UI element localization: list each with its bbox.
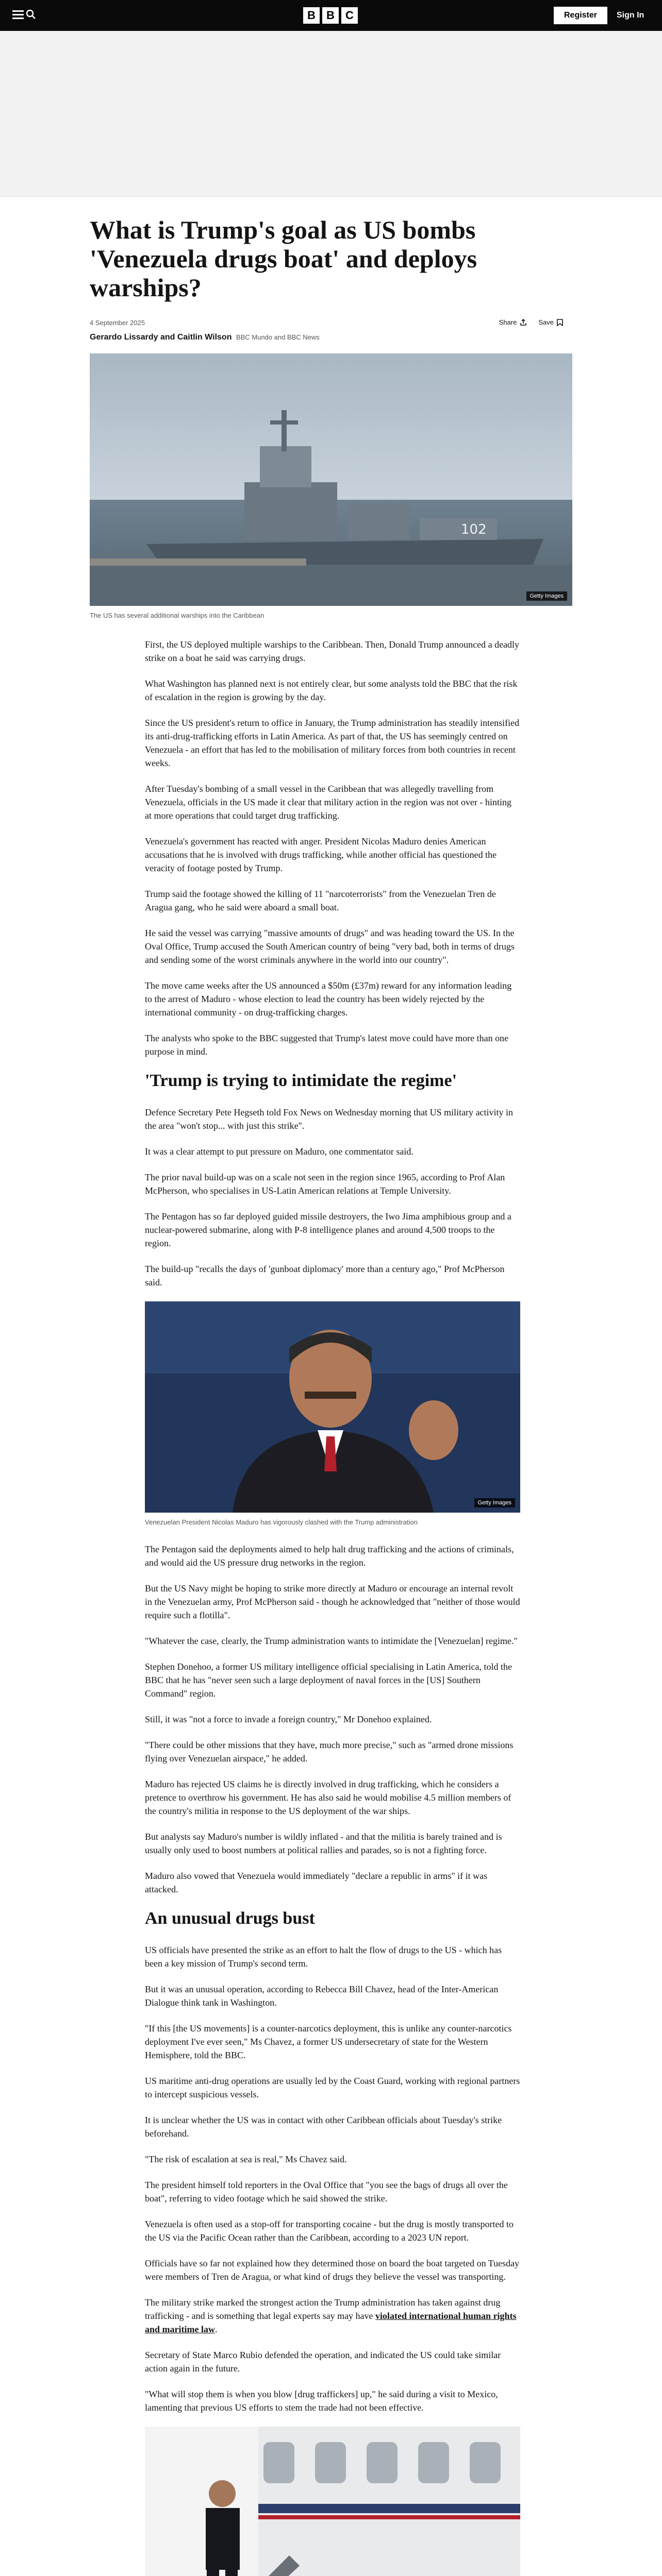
paragraph: "Whatever the case, clearly, the Trump administration wants to intimidate the [Venezuelan] regime." — [145, 1636, 518, 1646]
svg-text:102: 102 — [461, 522, 487, 537]
maduro-figure — [145, 1301, 520, 1527]
bookmark-icon — [557, 319, 563, 326]
author-names: Gerardo Lissardy and Caitlin Wilson — [90, 333, 232, 342]
paragraph: But it was an unusual operation, according to Rebecca Bill Chavez, head of the Inter-American Dialogue think tank in Washington. — [145, 1984, 499, 2008]
register-button[interactable]: Register — [554, 7, 607, 24]
section-heading: 'Trump is trying to intimidate the regime' — [145, 1071, 457, 1090]
maduro-illustration — [145, 1301, 520, 1513]
sign-in-link[interactable]: Sign In — [617, 11, 644, 20]
warship-illustration — [90, 353, 572, 606]
share-label: Share — [499, 318, 517, 326]
paragraph: Stephen Donehoo, a former US military intelligence official specialising in Latin America, told the BBC that he has "never seen such a large deployment of naval forces in the [US] Southern Command" region. — [145, 1662, 512, 1699]
paragraph: The build-up "recalls the days of 'gunboat diplomacy' more than a century ago," Prof McPherson said. — [145, 1264, 505, 1287]
paragraph: Defence Secretary Pete Hegseth told Fox News on Wednesday morning that US military activity in the area "won't stop... with just this strike". — [145, 1107, 514, 1131]
paragraph: The Pentagon has so far deployed guided missile destroyers, the Iwo Jima amphibious group and a nuclear-powered submarine, along with P-8 intelligence planes and around 4,500 troops to the region. — [145, 1211, 511, 1248]
paragraph: The prior naval build-up was on a scale not seen in the region since 1965, according to Prof Alan McPherson, who specialises in US-Latin American relations at Temple University. — [145, 1172, 505, 1196]
paragraph: It was a clear attempt to put pressure on Maduro, one commentator said. — [145, 1146, 413, 1157]
paragraph: Venezuela's government has reacted with anger. President Nicolas Maduro denies American accusations that he is involved with drugs trafficking, while another official has questioned the veracity of footage posted by Trump. — [145, 836, 497, 873]
search-icon[interactable] — [26, 9, 36, 20]
paragraph-text: The military strike marked the strongest action the Trump administration has taken against drug trafficking - and is something that legal experts say may have — [145, 2297, 501, 2321]
logo-letter: B — [322, 7, 339, 24]
image-credit: Getty Images — [526, 591, 567, 601]
rubio-figure — [145, 2427, 520, 2576]
rubio-illustration — [145, 2427, 520, 2576]
bbc-logo[interactable] — [303, 7, 358, 24]
maduro-image — [145, 1301, 520, 1513]
paragraph: Maduro also vowed that Venezuela would immediately "declare a republic in arms" if it was attacked. — [145, 1871, 488, 1894]
save-button[interactable] — [538, 318, 563, 326]
paragraph: "If this [the US movements] is a counter-narcotics deployment, this is unlike any counter-narcotics deployment I've ever seen," Ms Chavez, a former US undersecretary of state for the Western Hemisphere, told the BBC. — [145, 2023, 512, 2060]
paragraph: Secretary of State Marco Rubio defended the operation, and indicated the US could take similar action again in the future. — [145, 2350, 501, 2374]
paragraph: The move came weeks after the US announced a $50m (£37m) reward for any information leading to the arrest of Maduro - whose election to lead the country has been widely rejected by the international community - on drug-trafficking charges. — [145, 980, 512, 1018]
paragraph: US officials have presented the strike as an effort to halt the flow of drugs to the US - which has been a key mission of Trump's second term. — [145, 1945, 502, 1969]
hamburger-icon[interactable] — [12, 10, 24, 20]
paragraph: But the US Navy might be hoping to strike more directly at Maduro or encourage an internal revolt in the Venezuelan army, Prof McPherson said - though he acknowledged that "neither of those would require such a flotilla". — [145, 1583, 520, 1620]
logo-letter: C — [341, 7, 358, 24]
paragraph: Maduro has rejected US claims he is directly involved in drug trafficking, which he considers a pretence to overthrow his government. He has also said he would mobilise 4.5 million members of the country's militia in response to the US deployment of the war ships. — [145, 1779, 511, 1816]
paragraph: Since the US president's return to office in January, the Trump administration has steadily intensified its anti-drug-trafficking efforts in Latin America. As part of that, the US has seemingly centred on Venezuela - an effort that has led to the mobilisation of military forces from both countries in recent weeks. — [145, 718, 520, 768]
paragraph: Trump said the footage showed the killing of 11 "narcoterrorists" from the Venezuelan Tren de Aragua gang, who he said were aboard a small boat. — [145, 889, 496, 912]
image-caption: Venezuelan President Nicolas Maduro has vigorously clashed with the Trump administration — [145, 1518, 418, 1526]
section-heading: An unusual drugs bust — [145, 1909, 315, 1928]
share-icon — [520, 319, 527, 326]
article — [90, 197, 572, 2576]
paragraph: The analysts who spoke to the BBC suggested that Trump's latest move could have more than one purpose in mind. — [145, 1033, 509, 1057]
lead-figure — [90, 353, 572, 620]
paragraph: The president himself told reporters in the Oval Office that "you see the bags of drugs all over the boat", referring to video footage which he said showed the strike. — [145, 2180, 508, 2204]
paragraph: "There could be other missions that they have, much more precise," such as "armed drone missions flying over Venezuelan airspace," he added. — [145, 1740, 514, 1764]
rubio-image — [145, 2427, 520, 2576]
image-caption: The US has several additional warships into the Caribbean — [90, 612, 264, 619]
paragraph: Still, it was "not a force to invade a foreign country," Mr Donehoo explained. — [145, 1714, 432, 1724]
paragraph: Officials have so far not explained how they determined those on board the boat targeted on Tuesday were members of Tren de Aragua, or what kind of drugs they believe the vessel was transporting. — [145, 2258, 520, 2282]
paragraph: "What will stop them is when you blow [drug traffickers] up," he said during a visit to Mexico, lamenting that previous US efforts to stem the trade had not been effective. — [145, 2389, 498, 2413]
publish-date: 4 September 2025 — [90, 319, 145, 327]
paragraph: He said the vessel was carrying "massive amounts of drugs" and was heading toward the US. In the Oval Office, Trump accused the South American country of being "very bad, both in terms of drugs and sending some of the worst criminals anywhere in the world into our country". — [145, 928, 515, 965]
article-body — [145, 638, 520, 2576]
paragraph: "The risk of escalation at sea is real," Ms Chavez said. — [145, 2154, 347, 2164]
law-link[interactable]: violated international human rights and maritime law — [145, 2311, 517, 2334]
paragraph: After Tuesday's bombing of a small vessel in the Caribbean that was allegedly travelling from Venezuela, officials in the US made it clear that military action in the region was not over - hinting at more operations that could target drug trafficking. — [145, 784, 511, 821]
paragraph: Venezuela is often used as a stop-off for transporting cocaine - but the drug is mostly transported to the US via the Pacific Ocean rather than the Caribbean, according to a 2023 UN report. — [145, 2219, 514, 2243]
article-headline: What is Trump's goal as US bombs 'Venezuela drugs boat' and deploys warships? — [90, 215, 477, 302]
image-credit: Getty Images — [474, 1498, 515, 1507]
logo-letter: B — [303, 7, 320, 24]
author-role: BBC Mundo and BBC News — [236, 333, 320, 341]
paragraph: US maritime anti-drug operations are usually led by the Coast Guard, working with regional partners to intercept suspicious vessels. — [145, 2076, 520, 2099]
site-header — [0, 0, 662, 31]
paragraph: What Washington has planned next is not entirely clear, but some analysts told the BBC that the risk of escalation in the region is growing by the day. — [145, 679, 518, 702]
advertisement-area — [0, 31, 662, 197]
save-label: Save — [538, 318, 554, 326]
paragraph-text: . — [214, 2324, 218, 2334]
warship-image — [90, 353, 572, 606]
paragraph: It is unclear whether the US was in contact with other Caribbean officials about Tuesday's strike beforehand. — [145, 2115, 502, 2139]
paragraph: But analysts say Maduro's number is wildly inflated - and that the militia is barely trained and is usually only used to boost numbers at political rallies and parades, so is not a fighting force. — [145, 1832, 502, 1855]
share-button[interactable] — [499, 318, 527, 326]
paragraph — [145, 2296, 520, 2336]
byline — [90, 333, 572, 342]
paragraph: The Pentagon said the deployments aimed to help halt drug trafficking and the actions of criminals, and would aid the US pressure drug networks in the region. — [145, 1544, 514, 1568]
article-meta — [90, 318, 572, 333]
paragraph: First, the US deployed multiple warships to the Caribbean. Then, Donald Trump announced a deadly strike on a boat he said was carrying drugs. — [145, 639, 520, 663]
